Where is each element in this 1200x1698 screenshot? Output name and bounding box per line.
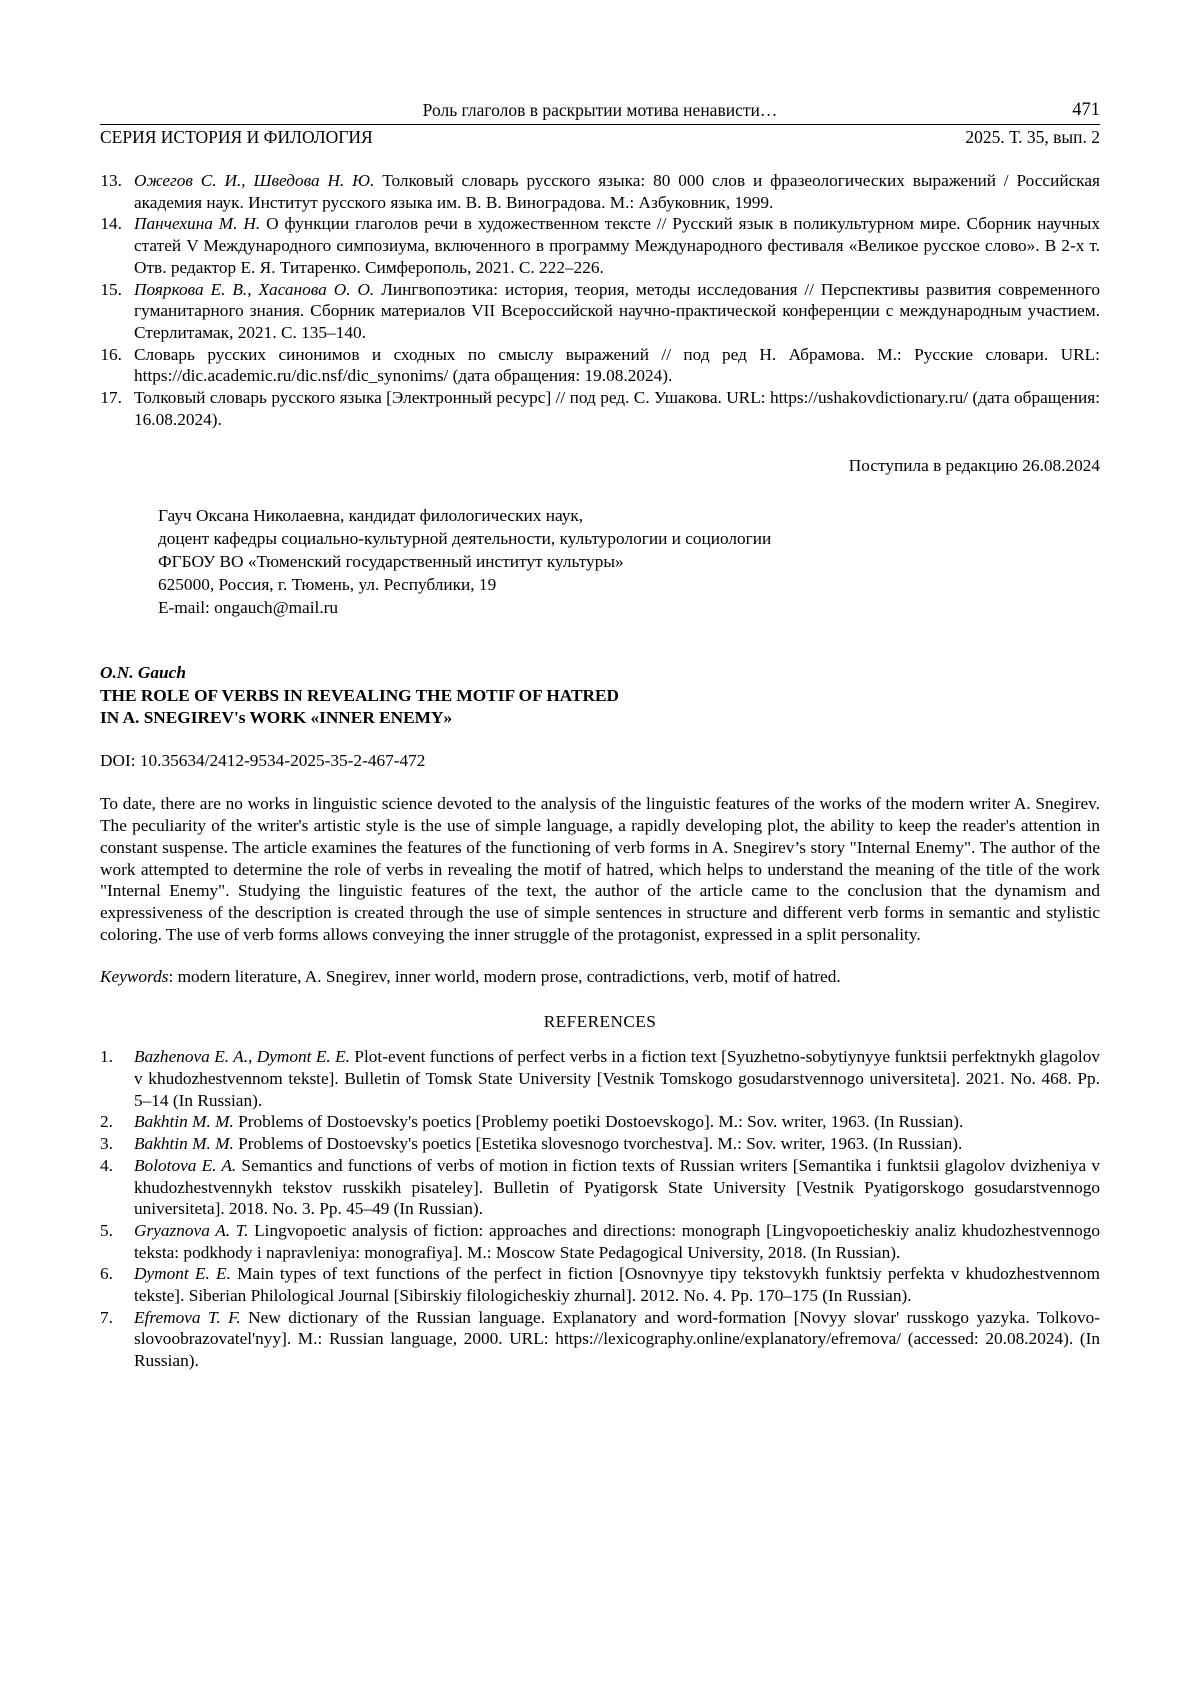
reference-text: New dictionary of the Russian language. Explanatory and word-formation [Novyy slovar' russkogo yazyka. Tolkovo-slovoobrazovatel'nyy]. M.: Russian language, 2000. URL: https://lexicography.online/explanatory/efremova/ (accessed: 20.08.2024). (In Russian). xyxy=(134,1307,1100,1371)
keywords-text: : modern literature, A. Snegirev, inner world, modern prose, contradictions, verb, motif of hatred. xyxy=(168,967,841,987)
reference-number: 5. xyxy=(100,1220,113,1240)
english-title xyxy=(100,685,1100,728)
reference-number: 16. xyxy=(100,344,122,364)
page-number: 471 xyxy=(1072,99,1100,120)
reference-text: О функции глаголов речи в художественном тексте // Русский язык в поликультурном мире. Сборник научных статей V Международного симпозиума, включенного в программу Международного фестиваля «Великое русское слово». В 2-х т. Отв. редактор Е. Я. Титаренко. Симферополь, 2021. С. 222–226. xyxy=(134,214,1100,277)
running-head xyxy=(100,100,1100,121)
reference-text: Problems of Dostoevsky's poetics [Problemy poetiki Dostoevskogo]. M.: Sov. writer, 1963. (In Russian). xyxy=(233,1112,964,1132)
reference-text: Semantics and functions of verbs of motion in fiction texts of Russian writers [Semantika i funktsii glagolov dvizheniya v khudozhestvennykh tekstov russkikh pisateley]. Bulletin of Pyatigorsk State University [Vestnik Pyatigorskogo gosudarstvennogo universiteta]. 2018. No. 3. Pp. 45–49 (In Russian). xyxy=(134,1155,1100,1219)
reference-number: 14. xyxy=(100,214,122,234)
series-row xyxy=(100,127,1100,148)
reference-text: Толковый словарь русского языка: 80 000 слов и фразеологических выражений / Российская академия наук. Институт русского языка им. В. В. Виноградова. М.: Азбуковник, 1999. xyxy=(134,171,1100,212)
author-institution-line: ФГБОУ ВО «Тюменский государственный институт культуры» xyxy=(158,552,624,572)
reference-author: Bakhtin M. M. xyxy=(134,1134,234,1154)
reference-text: Толковый словарь русского языка [Электронный ресурс] // под ред. С. Ушакова. URL: https://ushakovdictionary.ru/ (дата обращения: 16.08.2024). xyxy=(134,388,1100,429)
reference-author: Bolotova E. A. xyxy=(134,1155,237,1175)
reference-author: Пояркова Е. В., Хасанова О. О. xyxy=(134,279,375,299)
references-heading: REFERENCES xyxy=(543,1012,657,1032)
list-item xyxy=(100,344,1100,387)
reference-text: Словарь русских синонимов и сходных по смыслу выражений // под ред Н. Абрамова. М.: Русские словари. URL: https://dic.academic.ru/dic.nsf/dic_synonims/ (дата обращения: 19.08.2024). xyxy=(134,344,1100,386)
received-date: Поступила в редакцию 26.08.2024 xyxy=(848,456,1100,476)
author-affiliation-block xyxy=(158,504,1100,619)
reference-author: Bakhtin M. M. xyxy=(134,1112,234,1132)
author-position-line: доцент кафедры социально-культурной деятельности, культурологии и социологии xyxy=(158,529,772,549)
list-item xyxy=(100,170,1100,213)
reference-text: Main types of text functions of the perfect in fiction [Osnovnyye tipy tekstovykh funktsiy perfekta v khudozhestvennom tekste]. Siberian Philological Journal [Sibirskiy filologicheskiy zhurnal]. 2012. No. 4. Pp. 170–175 (In Russian). xyxy=(134,1264,1100,1306)
author-name-line: Гауч Оксана Николаевна, кандидат филологических наук, xyxy=(158,506,584,526)
header-divider xyxy=(100,124,1100,125)
reference-number: 4. xyxy=(100,1155,113,1175)
author-address-line: 625000, Россия, г. Тюмень, ул. Республики, 19 xyxy=(158,575,497,595)
running-head-title: Роль глаголов в раскрытии мотива ненависти… xyxy=(422,100,778,120)
author-email-line: E-mail: ongauch@mail.ru xyxy=(158,598,339,618)
abstract-text: To date, there are no works in linguistic science devoted to the analysis of the linguistic features of the works of the modern writer A. Snegirev. The peculiarity of the writer's artistic style is the use of simple language, a rapidly developing plot, the ability to keep the reader's attention in constant suspense. The article examines the features of the functioning of verb forms in A. Snegirev’s story "Internal Enemy". The author of the work attempted to determine the role of verbs in revealing the motif of hatred, which helps to understand the meaning of the title of the work "Internal Enemy". Studying the linguistic features of the text, the author of the article came to the conclusion that the dynamism and expressiveness of the description is created through the use of simple sentences in structure and different verb forms in semantic and stylistic coloring. The use of verb forms allows conveying the inner struggle of the protagonist, expressed in a split personality. xyxy=(100,793,1100,945)
list-item xyxy=(100,1133,1100,1155)
english-title-line-1: THE ROLE OF VERBS IN REVEALING THE MOTIF OF HATRED xyxy=(100,686,620,706)
english-author-name: O.N. Gauch xyxy=(100,663,186,683)
series-name: СЕРИЯ ИСТОРИЯ И ФИЛОЛОГИЯ xyxy=(100,127,373,147)
reference-text: Lingvopoetic analysis of fiction: approaches and directions: monograph [Lingvopoeticheskiy analiz khudozhestvennogo teksta: podkhody i napravleniya: monografiya]. M.: Moscow State Pedagogical University, 2018. (In Russian). xyxy=(134,1220,1101,1262)
reference-text: Plot-event functions of perfect verbs in a fiction text [Syuzhetno-sobytiynyye funktsii perfektnykh glagolov v khudozhestvennom tekste]. Bulletin of Tomsk State University [Vestnik Tomskogo gosudarstvennogo universiteta]. 2021. No. 468. Pp. 5–14 (In Russian). xyxy=(134,1047,1100,1110)
list-item xyxy=(100,387,1100,430)
reference-number: 2. xyxy=(100,1112,113,1132)
reference-author: Bazhenova E. A., Dymont E. E. xyxy=(134,1047,350,1067)
reference-number: 15. xyxy=(100,279,122,299)
reference-author: Efremova T. F. xyxy=(134,1307,241,1327)
list-item xyxy=(100,1046,1100,1111)
english-title-line-2: IN A. SNEGIREV's WORK «INNER ENEMY» xyxy=(100,708,453,728)
list-item xyxy=(100,1263,1100,1306)
doi: DOI: 10.35634/2412-9534-2025-35-2-467-472 xyxy=(100,750,426,770)
russian-reference-list xyxy=(100,170,1100,430)
reference-number: 6. xyxy=(100,1264,113,1284)
list-item xyxy=(100,1220,1100,1263)
list-item xyxy=(100,1155,1100,1220)
list-item xyxy=(100,1307,1100,1372)
english-reference-list xyxy=(100,1046,1100,1372)
reference-number: 3. xyxy=(100,1134,113,1154)
reference-text: Problems of Dostoevsky's poetics [Estetika slovesnogo tvorchestva]. M.: Sov. writer, 1963. (In Russian). xyxy=(233,1134,963,1154)
reference-number: 7. xyxy=(100,1307,113,1327)
reference-number: 17. xyxy=(100,388,122,408)
reference-author: Gryaznova A. T. xyxy=(134,1220,249,1240)
reference-number: 1. xyxy=(100,1047,113,1067)
english-summary-block xyxy=(100,663,1100,1371)
list-item xyxy=(100,213,1100,278)
list-item xyxy=(100,279,1100,344)
reference-author: Dymont E. E. xyxy=(134,1264,231,1284)
reference-number: 13. xyxy=(100,171,122,190)
reference-author: Ожегов С. И., Шведова Н. Ю. xyxy=(134,171,375,190)
reference-author: Панчехина М. Н. xyxy=(134,214,261,234)
keywords xyxy=(100,966,1100,988)
issue-info: 2025. Т. 35, вып. 2 xyxy=(965,127,1100,147)
reference-text: Лингвопоэтика: история, теория, методы исследования // Перспективы развития современного гуманитарного знания. Сборник материалов VII Всероссийской научно-практической конференции с международным участием. Стерлитамак, 2021. С. 135–140. xyxy=(134,279,1100,342)
keywords-label: Keywords xyxy=(100,967,169,987)
list-item xyxy=(100,1111,1100,1133)
